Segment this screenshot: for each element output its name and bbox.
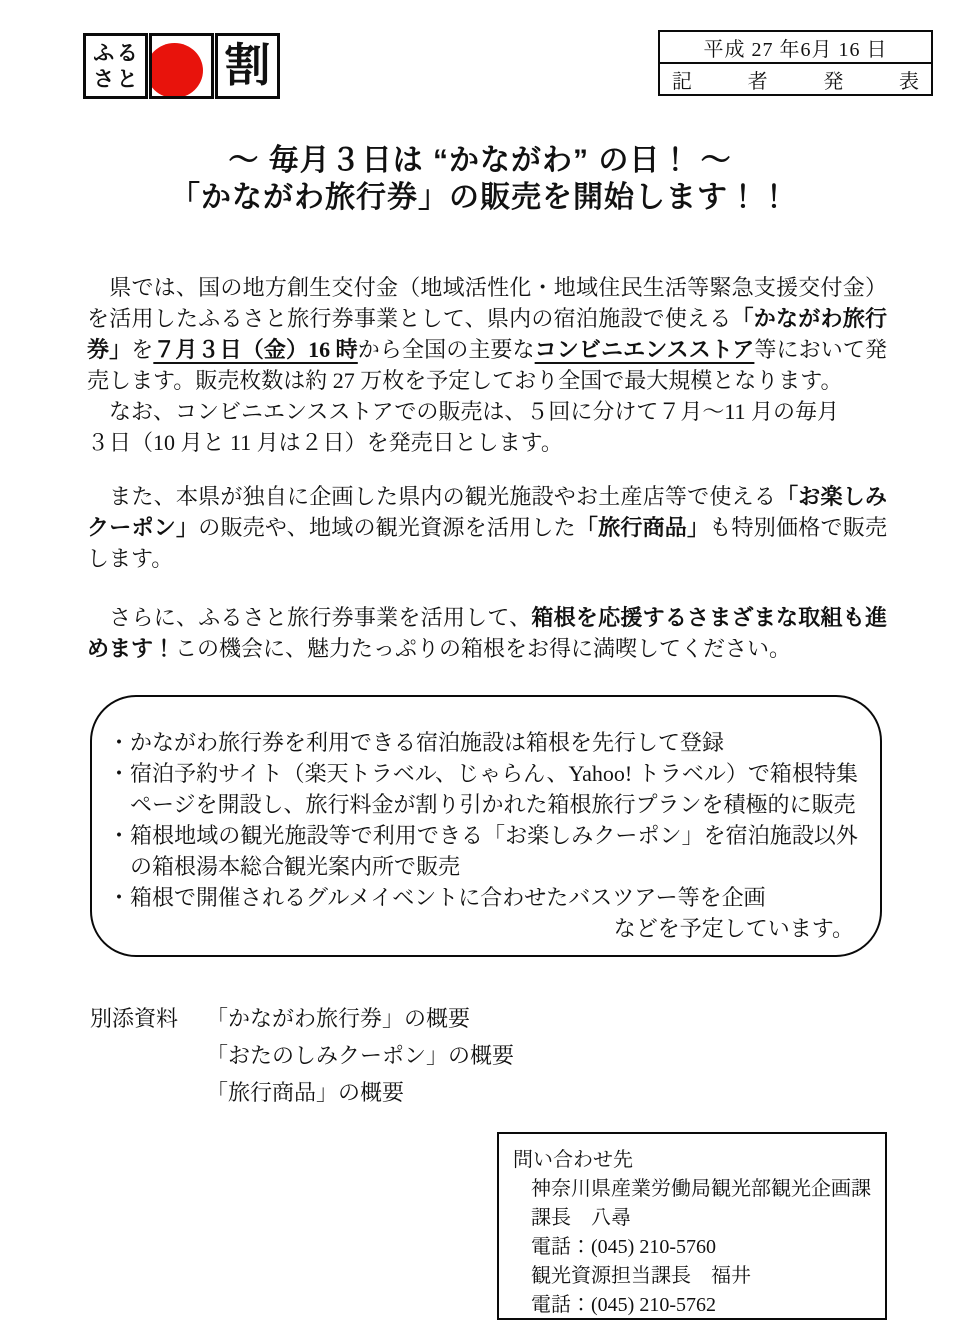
p3-text-1: さらに、ふるさと旅行券事業を活用して、 (87, 605, 532, 630)
p1-text-2: を (131, 337, 154, 362)
press-release-label (660, 64, 931, 94)
doc-title-line1: ～ 毎月３日は “かながわ” の日！ ～ (228, 144, 732, 177)
contact-department: 神奈川県産業労働局観光部観光企画課 (531, 1178, 871, 1200)
logo-sun-box (149, 33, 214, 99)
logo-wari-char: 割 (224, 40, 271, 91)
attachment-item-2: 「おたのしみクーポン」の概要 (206, 1043, 515, 1068)
paragraph-overview (87, 272, 887, 396)
furusato-wari-logo (83, 33, 280, 99)
p3-text-2: この機会に、魅力たっぷりの箱根をお得に満喫してください。 (175, 636, 792, 661)
contact-manager: 課長 八尋 (531, 1207, 631, 1229)
paragraph-coupon (87, 481, 887, 574)
plan-item-1: ・かながわ旅行券を利用できる宿泊施設は箱根を先行して登録 (108, 730, 725, 755)
logo-char-sa: さ (93, 66, 115, 91)
contact-resource-manager: 観光資源担当課長 福井 (531, 1265, 751, 1287)
logo-char-ru: る (116, 40, 138, 65)
plan-item-2: ・宿泊予約サイト（楽天トラベル、じゃらん、Yahoo! トラベル）で箱根特集ページを開設し、旅行料金が割り引かれた箱根旅行プランを積極的に販売 (108, 761, 858, 817)
p2-travel-product-bold: 「旅行商品」 (575, 515, 710, 540)
logo-char-fu: ふ (93, 40, 115, 65)
red-sun-icon (149, 43, 203, 98)
p2-text-3: も特別価格で販売します。 (87, 515, 887, 571)
press-char-4: 表 (898, 70, 919, 93)
press-char-1: 記 (672, 70, 692, 93)
p2-coupon-bold: 「お楽しみクーポン」 (87, 484, 887, 540)
p1b-line1: なお、コンビニエンスストアでの販売は、５回に分けて７月～11 月の毎月 (87, 399, 840, 424)
attachments-label: 別添資料 (90, 1006, 179, 1031)
p2-text-2: の販売や、地域の観光資源を活用した (198, 515, 576, 540)
logo-char-to: と (116, 66, 138, 91)
attachments-list (206, 1000, 514, 1111)
press-char-2: 者 (747, 70, 768, 93)
hakone-plan-box (90, 695, 882, 957)
p1-text-1: 県では、国の地方創生交付金（地域活性化・地域住民生活等緊急支援交付金）を活用したふるさと旅行券事業として、県内の宿泊施設で使える (87, 275, 887, 331)
paragraph-hakone (87, 602, 887, 664)
attachment-item-3: 「旅行商品」の概要 (206, 1080, 405, 1105)
p3-hakone-support-bold: 箱根を応援するさまざまな取組も進めます！ (87, 605, 887, 661)
logo-wari-box (215, 33, 280, 99)
p1-convenience-store-bold-underline: コンビニエンスストア (534, 337, 755, 362)
attachment-item-1: 「かながわ旅行券」の概要 (206, 1006, 471, 1031)
contact-box (497, 1132, 887, 1320)
plan-item-3: ・箱根地域の観光施設等で利用できる「お楽しみクーポン」を宿泊施設以外の箱根湯本総合観光案内所で販売 (108, 823, 858, 879)
press-date: 平成 27 年6月 16 日 (660, 32, 931, 64)
logo-furusato-box (83, 33, 148, 99)
attachments-section (90, 1000, 514, 1111)
p1-kanagawa-ticket-bold: 「かながわ旅行券」 (87, 306, 887, 362)
p1-text-4: 等において発売します。販売枚数は約 27 万枚を予定しており全国で最大規模となります。 (87, 337, 887, 393)
p1b-line2: ３日（10 月と 11 月は２日）を発売日とします。 (87, 430, 563, 455)
plan-footer: などを予定しています。 (613, 916, 854, 941)
p1-sale-date-bold-underline: ７月３日（金）16 時 (153, 337, 358, 362)
doc-title (0, 142, 960, 216)
press-char-3: 発 (823, 70, 844, 93)
doc-title-line2: 「かながわ旅行券」の販売を開始します！！ (170, 181, 790, 214)
contact-title: 問い合わせ先 (513, 1149, 633, 1171)
p2-text-1: また、本県が独自に企画した県内の観光施設やお土産店等で使える (87, 484, 777, 509)
p1-text-3: から全国の主要な (357, 337, 535, 362)
plan-item-4: ・箱根で開催されるグルメイベントに合わせたバスツアー等を企画 (108, 885, 766, 910)
contact-phone-1: 電話：(045) 210-5760 (531, 1236, 716, 1258)
contact-phone-2: 電話：(045) 210-5762 (531, 1294, 716, 1316)
paragraph-schedule (87, 396, 887, 458)
press-header-box (658, 30, 933, 96)
